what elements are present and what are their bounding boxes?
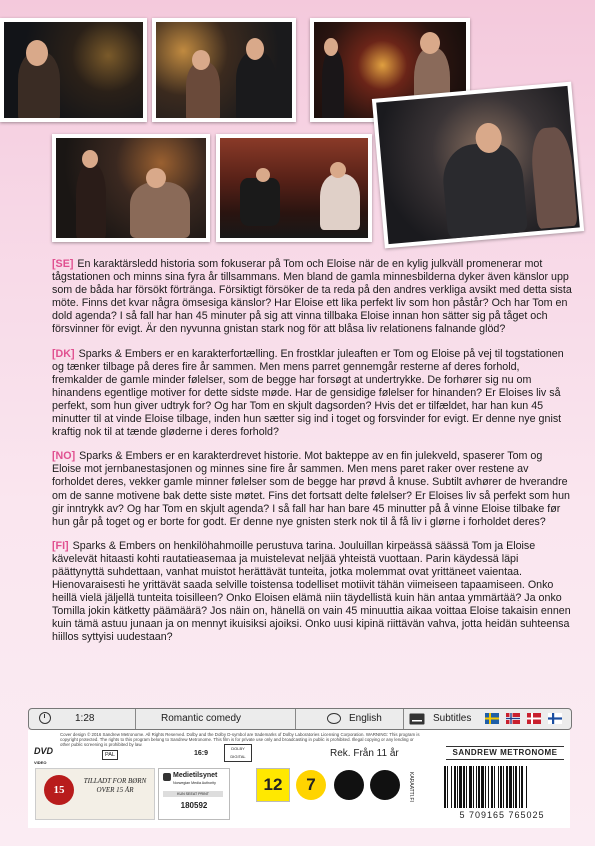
medietilsynet-sub: Norwegian Media Authority <box>173 781 216 785</box>
language-tag-dk: [DK] <box>52 347 75 360</box>
speech-bubble-icon <box>327 713 341 724</box>
synopsis-section <box>52 258 572 656</box>
medietilsynet-logo-icon <box>163 773 171 781</box>
synopsis-text: Sparks & Embers er en karakterdrevet historie. Mot bakteppe av en fin julekveld, spaserer Tom og Eloise mot jernbanestasjonen og minnes sine fire år sammen. Men mens paret raker over restene av forholdet deres, vekker gamle minner følelser som de begge har prøvd å knuse. Subtilt avhører de hverandre om de sanne motivene bak dette siste møtet. Fins det fortsatt delte følelser? Er Eloises liv så perfekt som hun gir inntrykk av? Og har Tom en skjult agenda? I så fall har han bare 45 minutter på å vinne Eloise tilbake før hun går på toget og er borte for godt. Er denne nye gnisten sterk nok til å få liv i glørne i forholdet deres? <box>52 450 570 528</box>
actor-face <box>246 38 264 60</box>
actor-figure <box>186 62 220 118</box>
sex-icon <box>370 770 400 800</box>
rating-7-badge: 7 <box>296 770 326 800</box>
pal-badge: PAL <box>102 750 118 760</box>
sweden-flag-icon <box>485 713 499 724</box>
language-tag-fi: [FI] <box>52 539 69 552</box>
language-tag-no: [NO] <box>52 450 76 463</box>
synopsis-se <box>52 258 572 337</box>
synopsis-text: En karaktärsledd historia som fokuserar på Tom och Eloise när de en kylig julkväll promenerar mot tågstationen och minns sina fyra år tillsammans. Men bland de gamla minnesbilderna dyker även känslor upp som de båda har försökt förtränga. Försiktigt försöker de ta reda på den andres verkliga avsikt med detta sista möte. Finns det kvar några ömsesiga känslor? Har Eloise ett lika perfekt liv som hon påstår? Och har Tom en dold agenda? I så fall har han 45 minuter på sig att vinna tillbaka Eloise innan hon sätter sig på tåget och försvinner för evigt. Är den nyvunna gnistan stark nog för att blåsa liv relationens falnande glöd? <box>52 258 572 336</box>
medietilsynet-rating-box <box>158 768 230 820</box>
synopsis-no <box>52 450 572 529</box>
dvd-video-logo <box>34 746 56 766</box>
synopsis-fi <box>52 540 572 645</box>
medietilsynet-code-label: KUN SEEAT PRINT <box>163 791 223 797</box>
divider <box>135 709 136 729</box>
film-still-2 <box>152 18 296 122</box>
actor-figure <box>130 182 190 238</box>
divider <box>295 709 296 729</box>
danish-rating-box <box>35 768 155 820</box>
film-still-4 <box>52 134 210 242</box>
audio-language: English <box>349 713 382 724</box>
product-info-bar <box>28 708 572 730</box>
synopsis-text: Sparks & Embers er en karakterfortælling. En frostklar juleaften er Tom og Eloise på vej til togstationen og tænker tilbage på deres fire år sammen. Men mens parret gennemgår resterne af deres forhold, fremkalder de gamle minder følelser, som de begge har forsøgt at undertrykke. De forhører sig nu om hinandens egentlige motiver for dette sidste møde. Har de gensidige følelser for hinanden? Er Eloises liv så perfekt, som hun giver udtryk for? Og har Tom en skjult dagsorden? Hvis det er tilfældet, har han kun 45 minutter til at vinde Eloise tilbage, inden hun sætter sig ind i toget og forsvinder for evigt. Er denne nye gnist kraftig nok til at tænde gløderne i deres forhold? <box>52 347 564 439</box>
film-still-6 <box>372 82 584 249</box>
actor-figure <box>529 126 578 229</box>
actor-figure <box>322 50 344 118</box>
legal-text: Cover design © 2016 Sandrew Metronome. All Rights Reserved. Dolby and the Dolby D-symbol are trademarks of Dolby Laboratories Licensing Corporation. WARNING: This program is copyright protected. The rights to this program belong to Sandrew Metronome. This film is for private use only and broadcasting in public is prohibited. Illegal copying or any lending or other public screening is prohibited by law. <box>60 732 420 748</box>
medietilsynet-name: Medietilsynet <box>173 772 218 779</box>
norway-flag-icon <box>506 713 520 724</box>
actor-face <box>26 40 48 66</box>
divider <box>403 709 404 729</box>
film-still-1 <box>0 18 147 122</box>
denmark-flag-icon <box>527 713 541 724</box>
synopsis-dk <box>52 348 572 440</box>
actor-face <box>82 150 98 168</box>
finland-flag-icon <box>548 713 562 724</box>
synopsis-text: Sparks & Embers on henkilöhahmoille perustuva tarina. Jouluillan kirpeässä säässä Tom ja Eloise kävelevät hitaasti kohti rautatieasemaa ja muistelevat neljää yhteistä vuottaan. Parin käydessä läpi päättynyttä suhdettaan, vanhat muistot herättävät tunteita, jotka molemmat ovat yrittäneet vaientaa. Hienovaraisesti he yrittävät saada selville toistensa todelliset motiivit tähän viimeiseen tapaamiseen. Onko heillä vielä jäljellä tunteita toisilleen? Onko Eloisen elämä niin täydellistä kuin hän antaa ymmärtää? Ja onko Tomilla jokin kätketty päämäärä? Jos näin on, hänellä on vain 45 minuuttia aikaa voittaa Eloise takaisin ennen kuin tämä astuu junaan ja on mennyt ikuisiksi ajoiksi. Onko uusi kipinä riittävän vahva, jotta heidän suhteensa hiillos syttyisi uudestaan? <box>52 539 571 644</box>
medietilsynet-number: 180592 <box>180 801 208 810</box>
actor-face <box>324 38 338 56</box>
actor-figure <box>76 164 106 238</box>
runtime: 1:28 <box>75 713 95 724</box>
actor-face <box>146 168 166 188</box>
actor-figure <box>440 140 528 239</box>
film-still-5 <box>216 134 372 242</box>
danish-rating-text: TILLADT FOR BØRN OVER 15 ÅR <box>83 777 147 794</box>
legal-ratings-panel <box>28 730 570 828</box>
actor-figure <box>236 52 276 118</box>
actor-figure <box>240 178 280 226</box>
dolby-digital-logo: DOLBY DIGITAL <box>224 744 252 762</box>
dvd-logo-text: DVD <box>34 746 54 756</box>
actor-face <box>192 50 210 70</box>
language-tag-se: [SE] <box>52 258 74 270</box>
subtitles-icon <box>409 713 425 725</box>
genre: Romantic comedy <box>161 713 242 724</box>
age-recommendation: Rek. Från 11 år <box>330 748 399 759</box>
fear-icon <box>334 770 364 800</box>
rating-12-badge: 12 <box>256 768 290 802</box>
actor-face <box>256 168 270 182</box>
aspect-ratio: 16:9 <box>194 750 209 757</box>
clock-icon <box>39 712 51 724</box>
dvd-logo-sub: VIDEO <box>34 760 47 765</box>
actor-face <box>330 162 346 178</box>
sandrew-metronome-logo: SANDREW METRONOME <box>446 746 564 760</box>
actor-figure <box>320 174 360 230</box>
actor-face <box>420 32 440 54</box>
karaatti-label: KARAATTI.FI <box>408 772 414 802</box>
barcode-number: 5 709165 765025 <box>459 810 545 820</box>
subtitles-label: Subtitles <box>433 713 472 724</box>
age-15-medal-icon: 15 <box>44 775 74 805</box>
